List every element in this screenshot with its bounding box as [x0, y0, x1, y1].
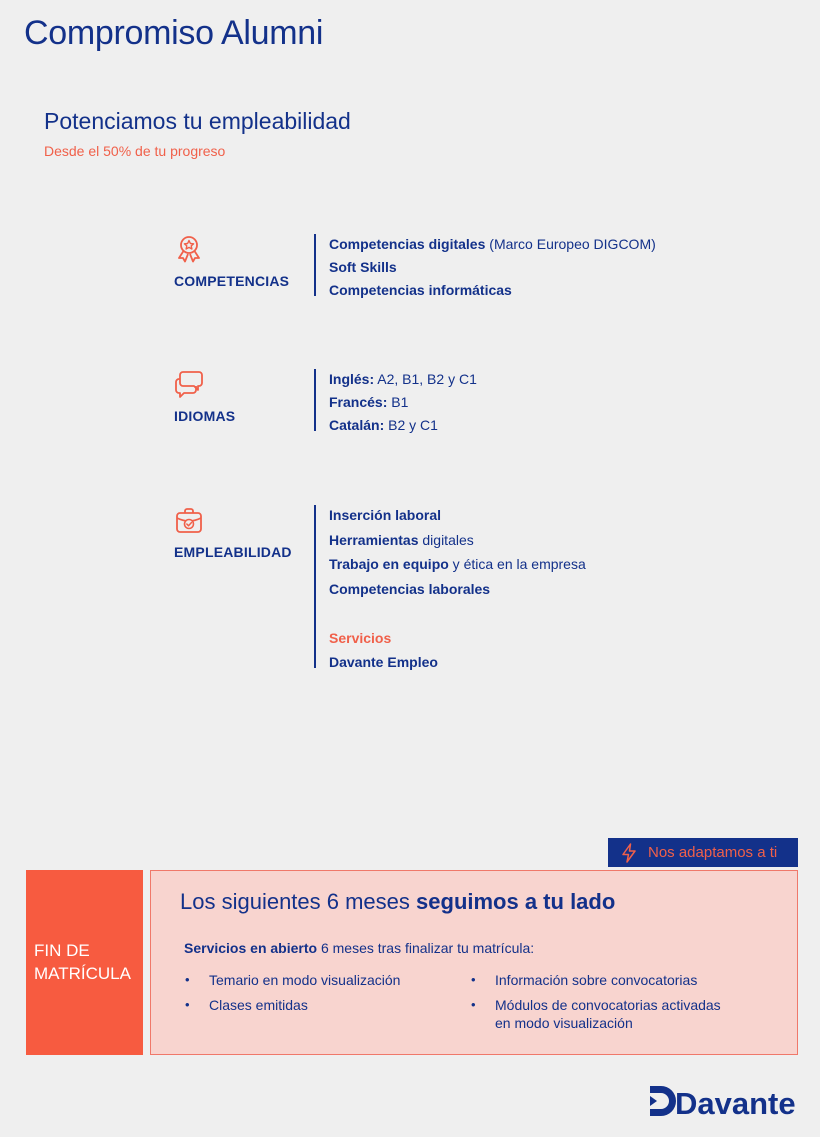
list-item: • Temario en modo visualización — [185, 971, 400, 989]
competencias-list — [329, 233, 656, 302]
idiomas-list — [329, 368, 477, 437]
page-title: Compromiso Alumni — [24, 14, 324, 52]
services-label: Servicios — [329, 629, 392, 646]
list-item: Inserción laboral — [329, 507, 442, 523]
services-list-left — [185, 971, 400, 1021]
list-item: • Clases emitidas — [185, 996, 400, 1014]
info-subtitle: Servicios en abierto 6 meses tras finalizar tu matrícula: — [184, 940, 535, 956]
divider — [314, 505, 316, 668]
list-item: • Información sobre convocatorias — [471, 971, 721, 989]
briefcase-check-icon — [174, 506, 204, 536]
list-item: Trabajo en equipo y ética en la empresa — [329, 556, 586, 572]
progress-note: Desde el 50% de tu progreso — [44, 143, 226, 159]
lightning-icon — [620, 843, 638, 863]
info-box — [150, 870, 798, 1055]
services-list-right — [471, 971, 721, 1039]
adapt-badge — [608, 838, 798, 867]
list-item: Catalán: B2 y C1 — [329, 417, 438, 433]
chat-bubbles-icon — [174, 369, 204, 399]
end-enrollment-label: FIN DE MATRÍCULA — [34, 941, 131, 983]
list-item: • Módulos de convocatorias activadas en modo visualización — [471, 996, 721, 1032]
list-item: Competencias laborales — [329, 580, 491, 597]
logo-text: Davante — [675, 1086, 796, 1120]
divider — [314, 234, 316, 296]
section-label: COMPETENCIAS — [174, 273, 290, 289]
info-heading: Los siguientes 6 meses seguimos a tu lado — [180, 889, 616, 914]
list-item: Herramientas digitales — [329, 531, 474, 548]
list-item: Inglés: A2, B1, B2 y C1 — [329, 371, 477, 387]
award-icon — [174, 234, 204, 264]
services-item: Davante Empleo — [329, 654, 438, 670]
list-item: Competencias digitales (Marco Europeo DIGCOM) — [329, 236, 656, 252]
list-item: Soft Skills — [329, 259, 397, 275]
davante-logo — [647, 1082, 799, 1120]
end-enrollment-box — [26, 870, 143, 1055]
section-label: IDIOMAS — [174, 408, 236, 424]
list-item: Competencias informáticas — [329, 282, 512, 298]
divider — [314, 369, 316, 431]
badge-label: Nos adaptamos a ti — [648, 844, 778, 861]
list-item: Francés: B1 — [329, 394, 409, 410]
section-label: EMPLEABILIDAD — [174, 544, 292, 560]
empleabilidad-list — [329, 503, 586, 675]
section-heading: Potenciamos tu empleabilidad — [44, 108, 351, 134]
